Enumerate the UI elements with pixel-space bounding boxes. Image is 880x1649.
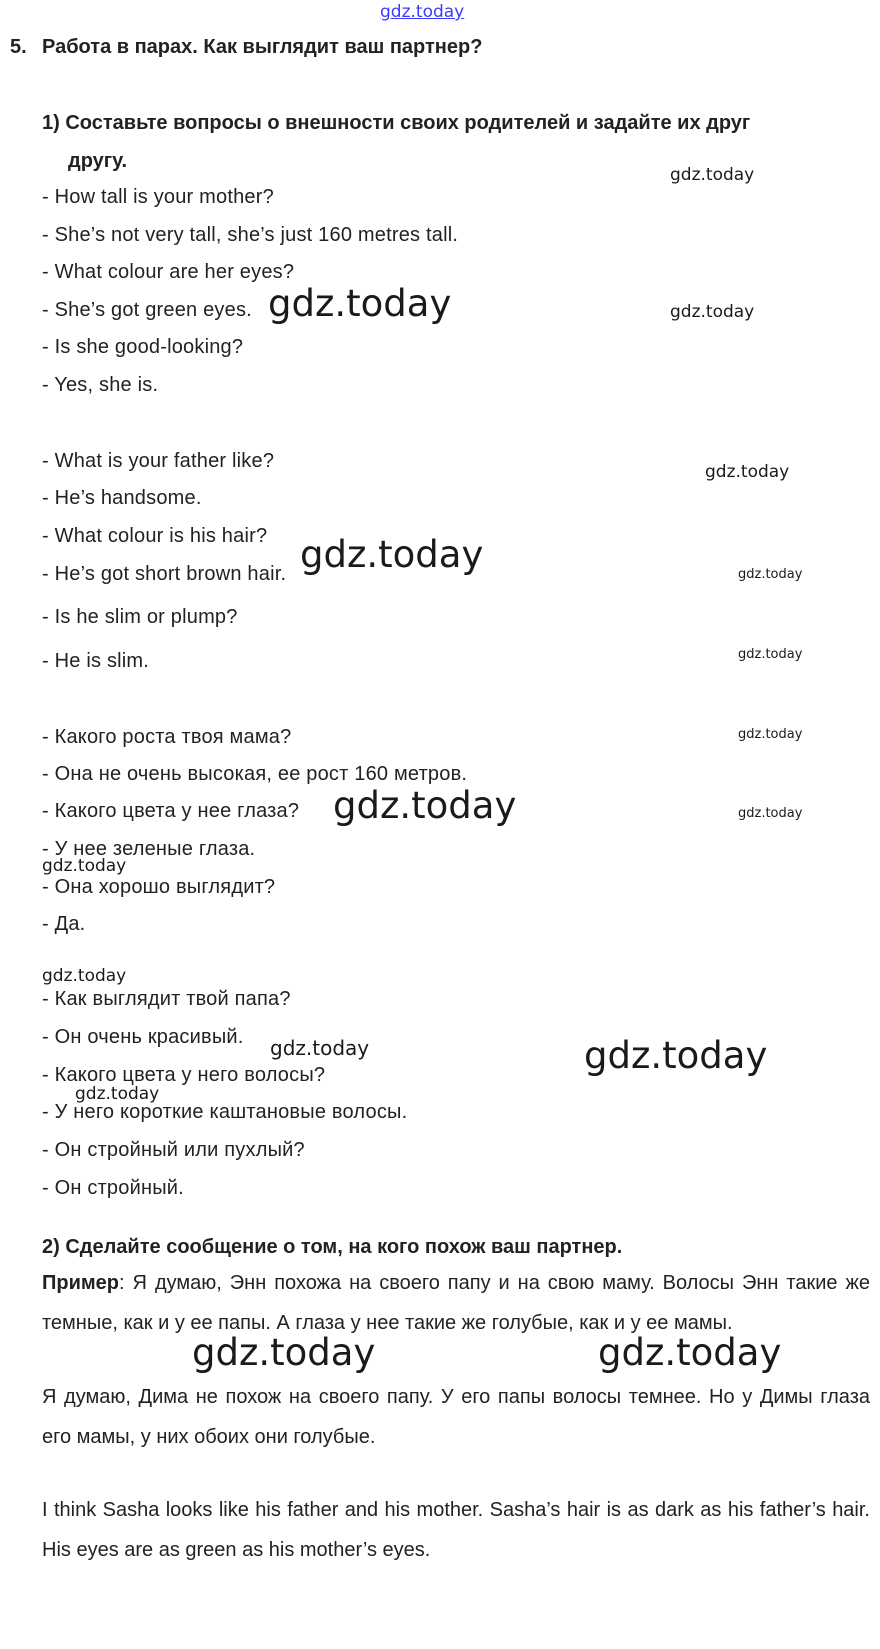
watermark: gdz.today [192,1331,376,1374]
dialogue-line: - Как выглядит твой папа? [42,988,291,1010]
watermark: gdz.today [584,1034,768,1077]
dialogue-line: - Какого цвета у него волосы? [42,1064,326,1086]
section1-title-line1: 1) Составьте вопросы о внешности своих родителей и задайте их друг [42,112,751,134]
watermark: gdz.today [42,966,127,986]
dialogue-line: - Он стройный. [42,1177,184,1199]
dialogue-line: - Какого цвета у нее глаза? [42,800,300,822]
watermark-top[interactable]: gdz.today [380,2,465,22]
dialogue-line: - Он стройный или пухлый? [42,1139,305,1161]
section2-title: 2) Сделайте сообщение о том, на кого похож ваш партнер. [42,1236,623,1258]
exercise-number: 5. [10,36,27,58]
dialogue-line: - Yes, she is. [42,374,159,396]
example-label: Пример [42,1272,120,1294]
dialogue-line: - Is she good-looking? [42,336,244,358]
dialogue-line: - He’s got short brown hair. [42,563,287,585]
dialogue-line: - Да. [42,913,86,935]
watermark: gdz.today [705,462,790,482]
watermark: gdz.today [738,647,803,662]
dialogue-line: - У него короткие каштановые волосы. [42,1101,408,1123]
section1-title-line2: другу. [68,150,128,172]
watermark: gdz.today [598,1331,782,1374]
watermark: gdz.today [268,282,452,325]
paragraph-sasha: I think Sasha looks like his father and his mother. Sasha’s hair is as dark as his father’s hair. His eyes are as green as his mother’s eyes. [42,1499,870,1561]
dialogue-line: - Is he slim or plump? [42,606,238,628]
dialogue-line: - What colour are her eyes? [42,261,295,283]
watermark: gdz.today [300,533,484,576]
dialogue-line: - Она не очень высокая, ее рост 160 метров. [42,763,468,785]
example-text: : Я думаю, Энн похожа на своего папу и на свою маму. Волосы Энн такие же темные, как и у ее папы. А глаза у нее такие же голубые, как и у ее мамы. [42,1272,870,1334]
dialogue-line: - What is your father like? [42,450,275,472]
dialogue-line: - What colour is his hair? [42,525,268,547]
dialogue-line: - Он очень красивый. [42,1026,244,1048]
dialogue-line: - She’s not very tall, she’s just 160 metres tall. [42,224,459,246]
exercise-title: Работа в парах. Как выглядит ваш партнер? [42,36,483,58]
watermark: gdz.today [270,1036,370,1060]
watermark: gdz.today [670,302,755,322]
watermark: gdz.today [738,806,803,821]
dialogue-line: - Какого роста твоя мама? [42,726,292,748]
dialogue-line: - She’s got green eyes. [42,299,252,321]
watermark: gdz.today [42,856,127,876]
watermark: gdz.today [670,165,755,185]
dialogue-line: - How tall is your mother? [42,186,274,208]
paragraph-dima: Я думаю, Дима не похож на своего папу. У его папы волосы темнее. Но у Димы глаза его мамы, у них обоих они голубые. [42,1386,870,1448]
dialogue-line: - He is slim. [42,650,150,672]
dialogue-line: - He’s handsome. [42,487,202,509]
watermark: gdz.today [738,567,803,582]
watermark: gdz.today [333,784,517,827]
dialogue-line: - У нее зеленые глаза. [42,838,256,860]
dialogue-line: - Она хорошо выглядит? [42,876,276,898]
watermark: gdz.today [738,727,803,742]
watermark: gdz.today [75,1084,160,1104]
